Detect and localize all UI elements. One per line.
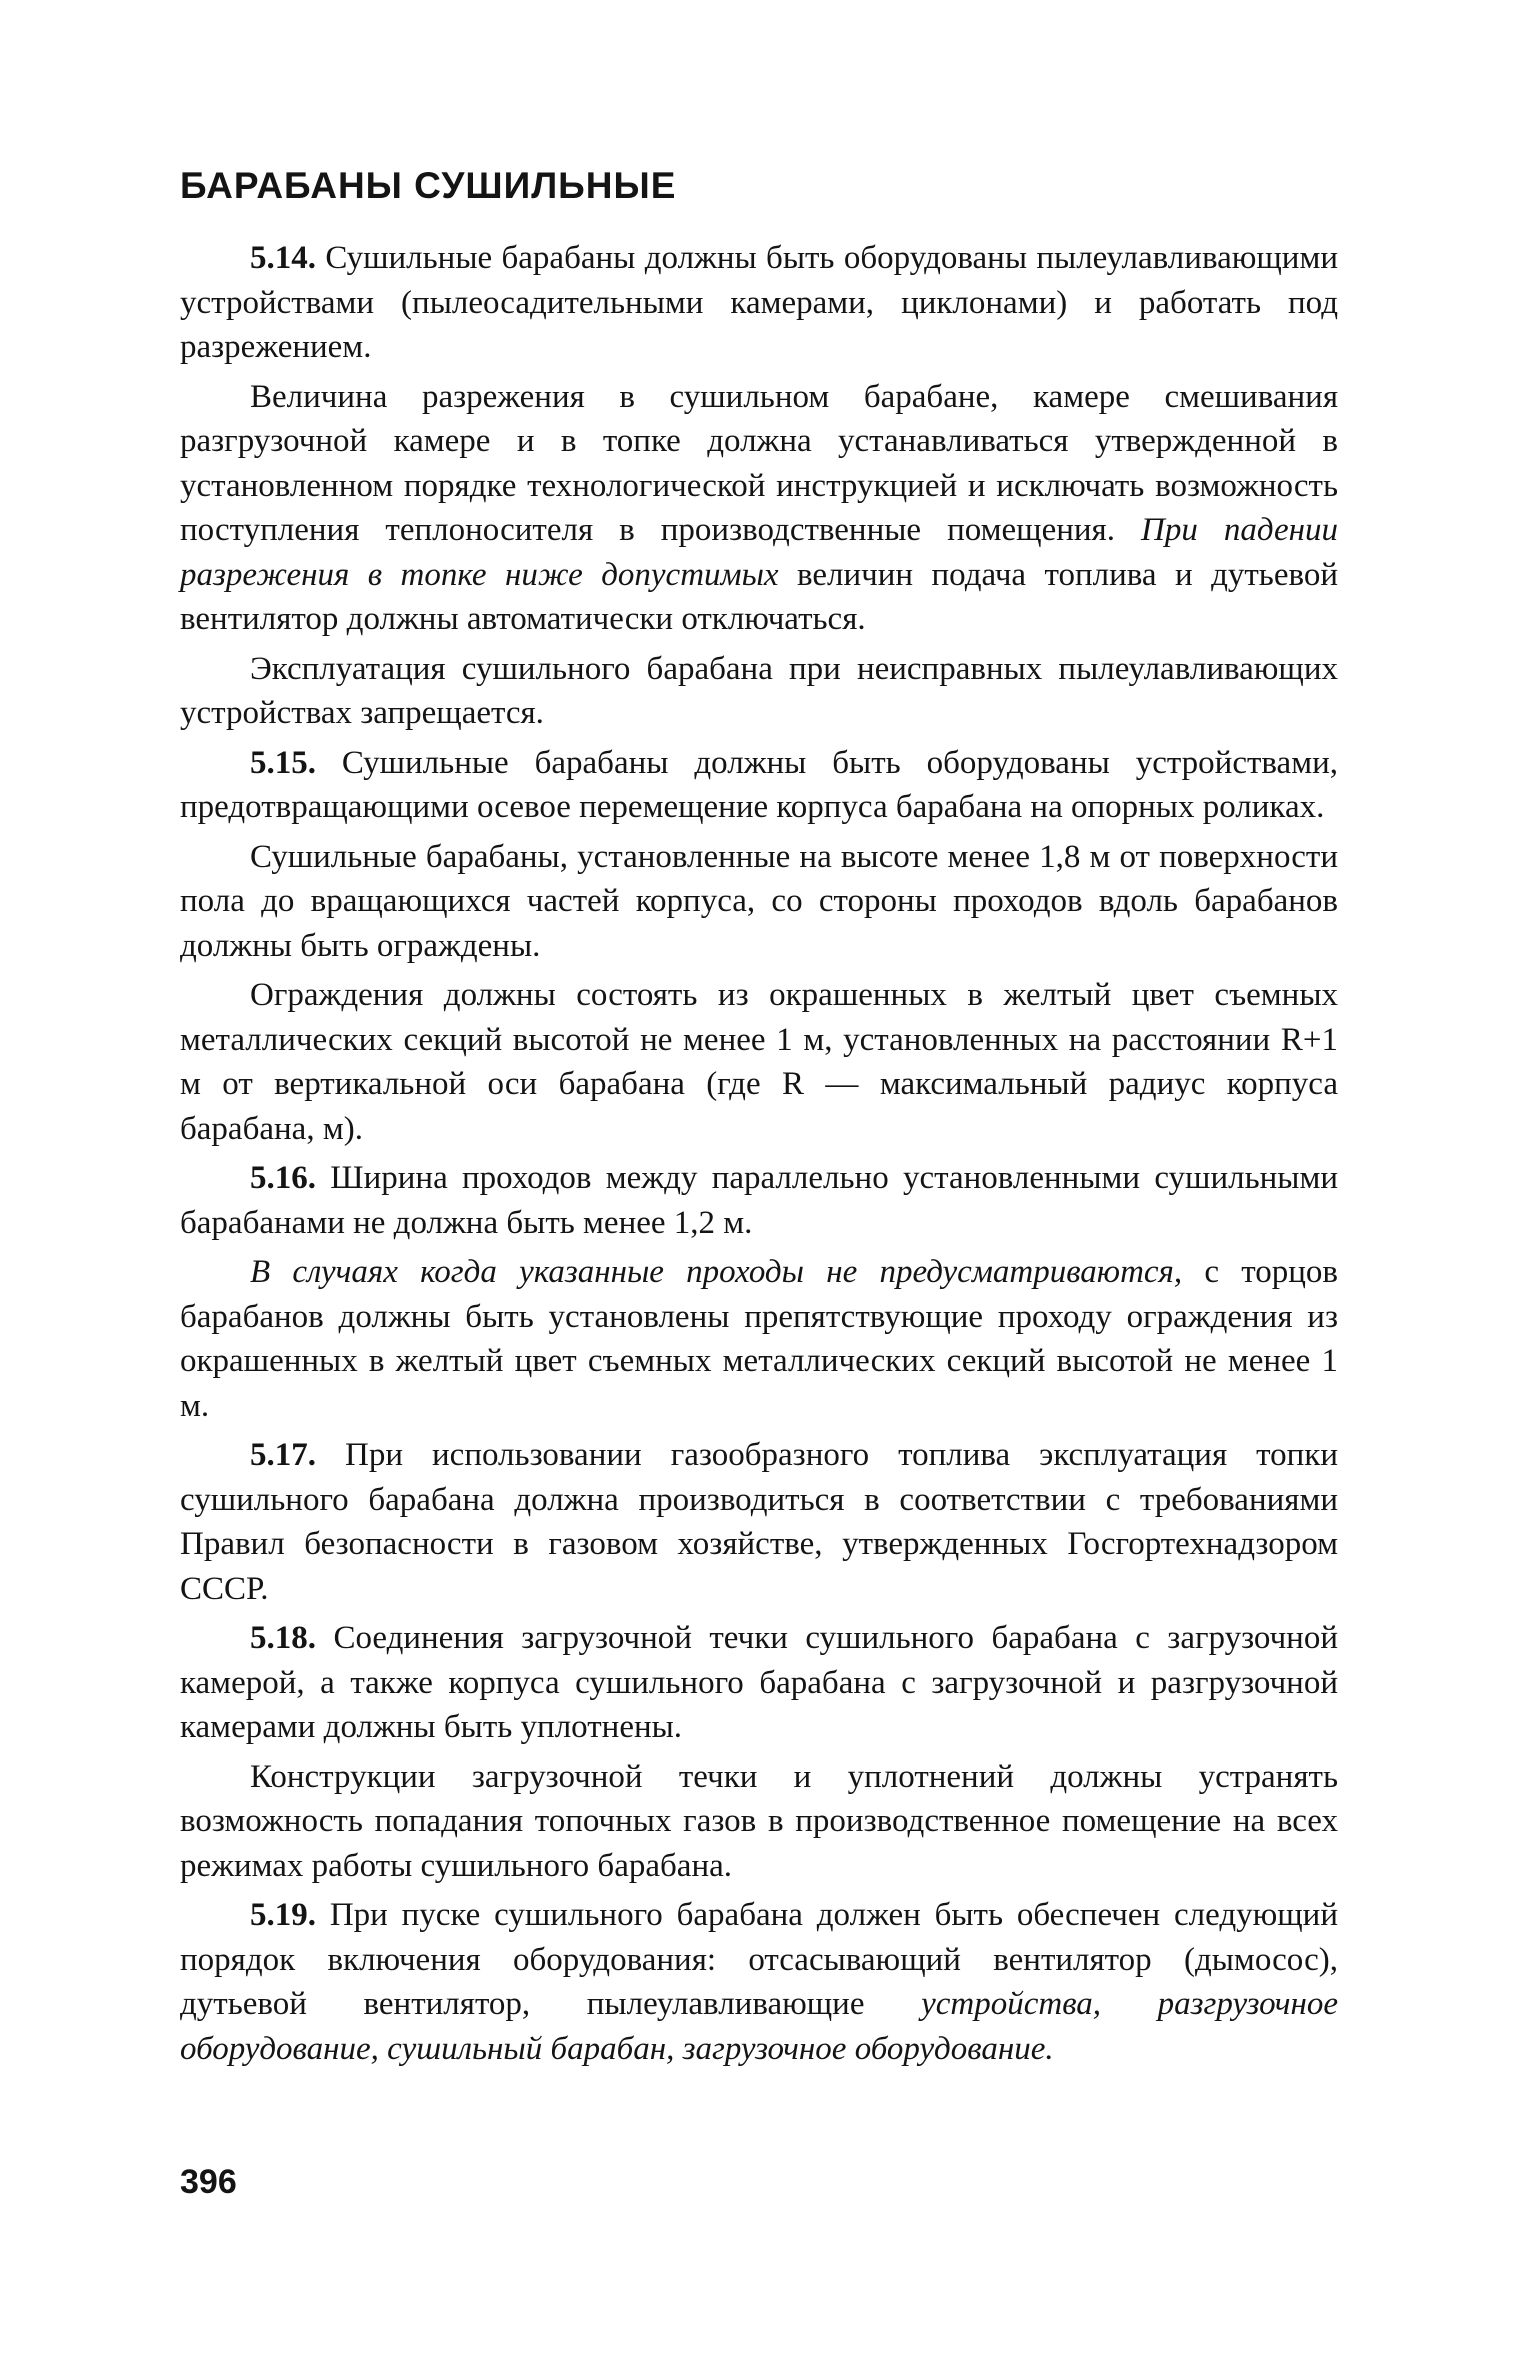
clause-number: 5.15. — [250, 744, 316, 781]
paragraph-text: Соединения загрузочной течки сушильного барабана с загрузочной камерой, а также корпуса сушильного барабана с загрузочной и разгрузочной камерами должны быть уплотнены. — [180, 1620, 1338, 1745]
clause-number: 5.18. — [250, 1620, 316, 1656]
paragraph-height — [180, 835, 1338, 969]
paragraph-5-14 — [180, 236, 1338, 370]
page-content — [180, 150, 1338, 2076]
paragraph-text: Величина разрежения в сушильном барабане, камере смешивания разгрузочной камере и в топке должна устанавливаться утвержденной в установленном порядке технологической инструкцией и исключать возможность поступления теплоносителя в производственные помещения. — [180, 378, 1338, 548]
paragraph-operation — [180, 647, 1338, 736]
paragraph-text: с торцов барабанов должны быть установлены препятствующие проходу ограждения из окрашенных в желтый цвет съемных металлических секций высотой не менее 1 м. — [180, 1254, 1338, 1424]
paragraph-text: величин подача топлива и дутьевой вентилятор должны автоматически отключаться. — [180, 556, 1338, 637]
paragraph-italic-text: При падении разрежения в топке ниже допустимых — [180, 512, 1338, 593]
clause-number: 5.16. — [250, 1160, 316, 1196]
clause-number: 5.19. — [250, 1897, 316, 1933]
paragraph-text: Сушильные барабаны, установленные на высоте менее 1,8 м от поверхности пола до вращающихся частей корпуса, со стороны проходов вдоль барабанов должны быть ограждены. — [180, 838, 1338, 964]
paragraph-5-16 — [180, 1156, 1338, 1245]
clause-number: 5.17. — [250, 1437, 316, 1473]
paragraph-italic-text: В случаях когда указанные проходы не предусматриваются, — [250, 1254, 1183, 1290]
paragraph-5-18 — [180, 1616, 1338, 1750]
paragraph-text: Ширина проходов между параллельно установленными сушильными барабанами не должна быть менее 1,2 м. — [180, 1160, 1339, 1241]
paragraph-vacuum — [180, 375, 1338, 642]
paragraph-guards — [180, 973, 1338, 1151]
paragraph-5-17 — [180, 1433, 1338, 1611]
paragraph-text: Сушильные барабаны должны быть оборудованы пылеулавливающими устройствами (пылеосадительными камерами, циклонами) и работать под разрежением. — [180, 240, 1338, 365]
paragraph-italic-text: устройства, разгрузочное оборудование, сушильный барабан, загрузочное оборудование. — [180, 1986, 1339, 2067]
clause-number: 5.14. — [250, 240, 316, 276]
page-number: 396 — [180, 2163, 237, 2201]
paragraph-5-15 — [180, 741, 1338, 830]
paragraph-text: Конструкции загрузочной течки и уплотнений должны устранять возможность попадания топочных газов в производственное помещение на всех режимах работы сушильного барабана. — [180, 1758, 1338, 1884]
paragraph-passages — [180, 1250, 1338, 1428]
section-heading: БАРАБАНЫ СУШИЛЬНЫЕ — [180, 165, 677, 206]
paragraph-text: Эксплуатация сушильного барабана при неисправных пылеулавливающих устройствах запрещается. — [180, 650, 1338, 731]
paragraph-text: Сушильные барабаны должны быть оборудованы устройствами, предотвращающими осевое перемещение корпуса барабана на опорных роликах. — [180, 744, 1338, 825]
paragraph-text: Ограждения должны состоять из окрашенных в желтый цвет съемных металлических секций высотой не менее 1 м, установленных на расстоянии R+1 м от вертикальной оси барабана (где R — максимальный радиус корпуса барабана, м). — [180, 977, 1338, 1147]
paragraph-5-19 — [180, 1893, 1338, 2071]
paragraph-text: При использовании газообразного топлива эксплуатация топки сушильного барабана должна производиться в соответствии с требованиями Правил безопасности в газовом хозяйстве, утвержденных Госгортехнадзором СССР. — [180, 1437, 1338, 1607]
paragraph-text: При пуске сушильного барабана должен быть обеспечен следующий порядок включения оборудования: отсасывающий вентилятор (дымосос), дутьевой вентилятор, пылеулавливающие — [180, 1897, 1339, 2022]
paragraph-seals — [180, 1755, 1338, 1889]
